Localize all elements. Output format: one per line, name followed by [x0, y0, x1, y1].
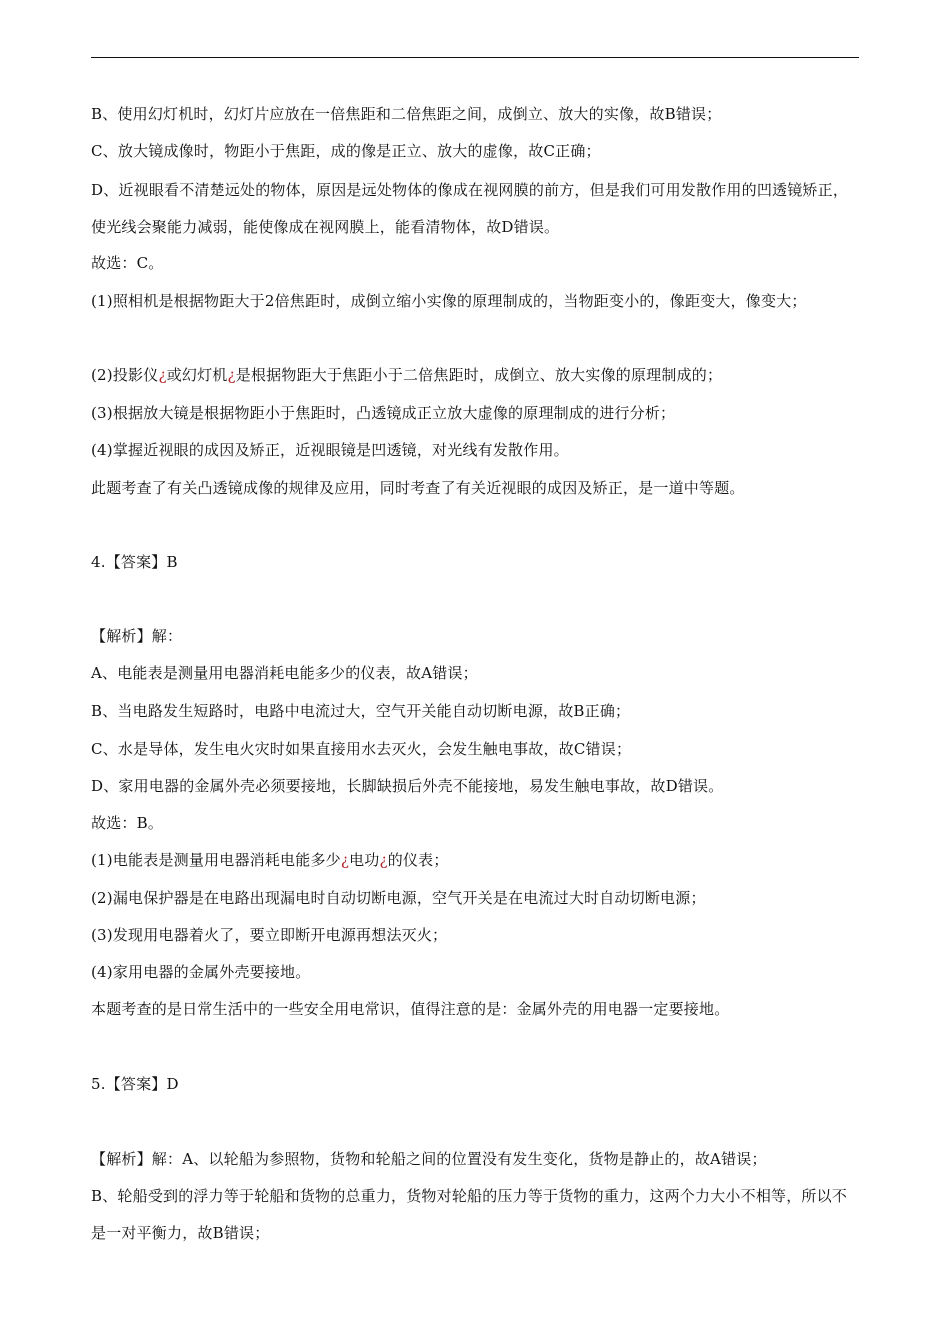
choice-text: 故选：C。	[91, 254, 164, 272]
encoding-mark: ¿	[158, 366, 167, 384]
note-1-part-c: 的仪表；	[387, 851, 449, 869]
note-1-part-a: (1)电能表是测量用电器消耗电能多少	[91, 851, 341, 869]
summary-text: 本题考查的是日常生活中的一些安全用电常识，值得注意的是：金属外壳的用电器一定要接地。	[91, 1000, 730, 1018]
encoding-mark: ¿	[379, 851, 388, 869]
option-d-text: D、近视眼看不清楚远处的物体，原因是远处物体的像成在视网膜的前方，但是我们可用发散作用的凹透镜矫正，使光线会聚能力减弱，能使像成在视网膜上，能看清物体，故D错误。	[91, 181, 849, 236]
note-2-part-c: 是根据物距大于焦距小于二倍焦距时，成倒立、放大实像的原理制成的；	[235, 366, 723, 384]
analysis-heading: 【解析】解：	[91, 627, 183, 645]
option-a-text: A、电能表是测量用电器消耗电能多少的仪表，故A错误；	[91, 664, 478, 682]
note-3: (3)发现用电器着火了，要立即断开电源再想法灭火；	[91, 926, 448, 944]
encoding-mark: ¿	[227, 366, 236, 384]
note-4: (4)家用电器的金属外壳要接地。	[91, 963, 311, 981]
option-d-text: D、家用电器的金属外壳必须要接地，长脚缺损后外壳不能接地，易发生触电事故，故D错误。	[91, 777, 724, 795]
note-2-part-b: 或幻灯机	[166, 366, 228, 384]
note-1-part-b: 电功	[349, 851, 380, 869]
note-2: (2)漏电保护器是在电路出现漏电时自动切断电源，空气开关是在电流过大时自动切断电源；	[91, 889, 706, 907]
choice-text: 故选：B。	[91, 814, 164, 832]
option-b-text: B、使用幻灯机时，幻灯片应放在一倍焦距和二倍焦距之间，成倒立、放大的实像，故B错误；	[91, 105, 722, 123]
option-b-text: B、轮船受到的浮力等于轮船和货物的总重力，货物对轮船的压力等于货物的重力，这两个力大小不相等，所以不是一对平衡力，故B错误；	[91, 1187, 848, 1242]
header-rule	[91, 57, 859, 58]
answer-heading: 4.【答案】B	[91, 553, 178, 571]
note-2	[91, 365, 722, 385]
note-4: (4)掌握近视眼的成因及矫正，近视眼镜是凹透镜，对光线有发散作用。	[91, 441, 569, 459]
option-b-text: B、当电路发生短路时，电路中电流过大，空气开关能自动切断电源，故B正确；	[91, 702, 631, 720]
encoding-mark: ¿	[340, 851, 350, 869]
answer-heading: 5.【答案】D	[91, 1075, 179, 1093]
option-a-text: 【解析】解：A、以轮船为参照物，货物和轮船之间的位置没有发生变化，货物是静止的，故A错误；	[91, 1150, 767, 1168]
note-2-part-a: (2)投影仪	[91, 366, 159, 384]
option-c-text: C、放大镜成像时，物距小于焦距，成的像是正立、放大的虚像，故C正确；	[91, 142, 601, 160]
summary-text: 此题考查了有关凸透镜成像的规律及应用，同时考查了有关近视眼的成因及矫正，是一道中等题。	[91, 479, 745, 497]
note-1	[91, 850, 449, 870]
note-3: (3)根据放大镜是根据物距小于焦距时，凸透镜成正立放大虚像的原理制成的进行分析；	[91, 404, 676, 422]
note-1: (1)照相机是根据物距大于2倍焦距时，成倒立缩小实像的原理制成的，当物距变小的，像距变大，像变大；	[91, 292, 807, 310]
option-c-text: C、水是导体，发生电火灾时如果直接用水去灭火，会发生触电事故，故C错误；	[91, 740, 632, 758]
